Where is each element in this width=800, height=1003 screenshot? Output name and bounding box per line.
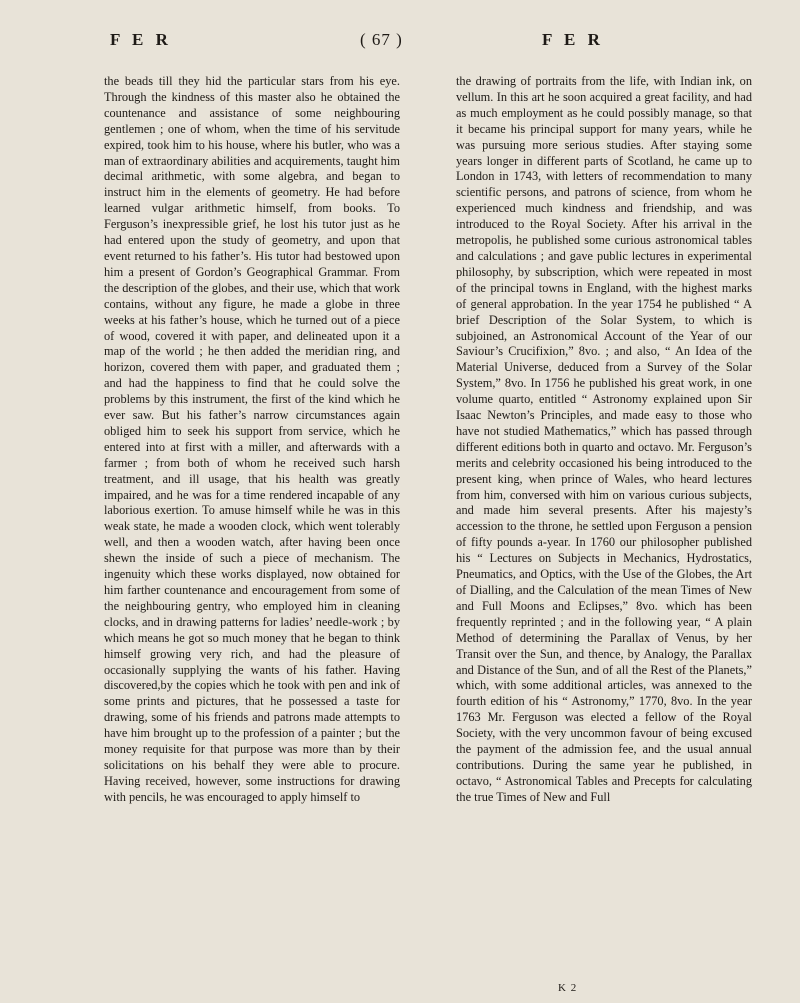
right-column <box>456 74 752 806</box>
right-column-text: the drawing of portraits from the life, with Indian ink, on vellum. In this art he soon acquired a great facility, and had as much employment as he could possibly manage, so that it became his principal support for many years, while he was pursuing more serious studies. After staying some years longer in different parts of Scotland, he came up to London in 1743, with letters of recommendation to many scientific persons, and patrons of science, from whom he experienced much kindness and friendship, and was introduced to the Royal Society. After his arrival in the metropolis, he published some curious astronomical tables and calculations ; and gave public lectures in experimental philosophy, by subscription, which were repeated in most of the principal towns in England, with the highest marks of general approbation. In the year 1754 he published “ A brief Description of the Solar System, to which is subjoined, an Astronomical Account of the Year of our Saviour’s Crucifixion,” 8vo. ; and also, “ An Idea of the Material Universe, deduced from a Survey of the Solar System,” 8vo. In 1756 he published his great work, in one volume quarto, entitled “ Astronomy explained upon Sir Isaac Newton’s Principles, and made easy to those who have not studied Mathematics,” which has passed through different editions both in quarto and octavo. Mr. Ferguson’s merits and celebrity occasioned his being introduced to the present king, when prince of Wales, who heard lectures from him, conversed with him on various curious subjects, and made him several presents. After his majesty’s accession to the throne, he settled upon Ferguson a pension of fifty pounds a-year. In 1760 our philosopher published his “ Lectures on Subjects in Mechanics, Hydrostatics, Pneumatics, and Optics, with the Use of the Globes, the Art of Dialling, and the Calculation of the mean Times of New and Full Moons and Eclipses,” 8vo. which has been frequently reprinted ; and in the following year, “ A plain Method of determining the Parallax of Venus, by her Transit over the Sun, and thence, by Analogy, the Parallax and Distance of the Sun, and of all the Rest of the Planets,” which, with some additional articles, was annexed to the fourth edition of his “ Astronomy,” 1770, 8vo. In the year 1763 Mr. Ferguson was elected a fellow of the Royal Society, with the very uncommon favour of being excused the payment of the admission fee, and the usual annual contributions. During the same year he published, in octavo, “ Astronomical Tables and Precepts for calculating the true Times of New and Full <box>456 74 752 804</box>
text-columns <box>104 74 752 806</box>
running-head-right: F E R <box>542 30 604 49</box>
signature-mark: K 2 <box>558 982 578 994</box>
running-head-left: F E R <box>110 30 172 49</box>
page-number: ( 67 ) <box>360 30 403 49</box>
left-column-text: the beads till they hid the particular stars from his eye. Through the kindness of this master also he obtained the countenance and assistance of some neighbouring gentlemen ; one of whom, when the time of his servitude expired, took him to his house, where his butler, who was a man of extraordinary abilities and acquirements, taught him decimal arithmetic, with some algebra, and began to instruct him in the elements of geometry. He had before learned vulgar arithmetic himself, from books. To Ferguson’s inexpressible grief, he lost his tutor just as he had entered upon the study of geometry, and upon that event returned to his father’s. His tutor had bestowed upon him a present of Gordon’s Geographical Grammar. From the description of the globes, and their use, which that work contains, without any figure, he made a globe in three weeks at his father’s house, which he turned out of a piece of wood, covered it with paper, and delineated upon it a map of the world ; he then added the meridian ring, and horizon, covered them with paper, and graduated them ; and had the happiness to find that he could solve the problems by this instrument, the first of the kind which he ever saw. But his father’s narrow circumstances again obliged him to seek his support from service, which he entered into at first with a miller, and afterwards with a farmer ; from both of whom he received such harsh treatment, and ill usage, that his health was greatly impaired, and he was for a time rendered incapable of any laborious exertion. To amuse himself while he was in this weak state, he made a wooden clock, which went tolerably well, and then a wooden watch, after having been once shewn the inside of such a piece of mechanism. The ingenuity which these works displayed, now obtained for him farther countenance and encouragement from some of the neighbouring gentry, who employed him in cleaning clocks, and in drawing patterns for ladies’ needle-work ; by which means he got so much money that he began to think himself growing very rich, and had the pleasure of occasionally supplying the wants of his father. Having discovered,by the copies which he took with pen and ink of some prints and pictures, that he possessed a taste for drawing, some of his friends and patrons made attempts to have him brought up to the profession of a painter ; but the money requisite for that purpose was more than by their solicitations on his behalf they were able to procure. Having received, however, some instructions for drawing with pencils, he was encouraged to apply himself to <box>104 74 400 804</box>
left-column <box>104 74 400 806</box>
running-head <box>102 30 750 56</box>
